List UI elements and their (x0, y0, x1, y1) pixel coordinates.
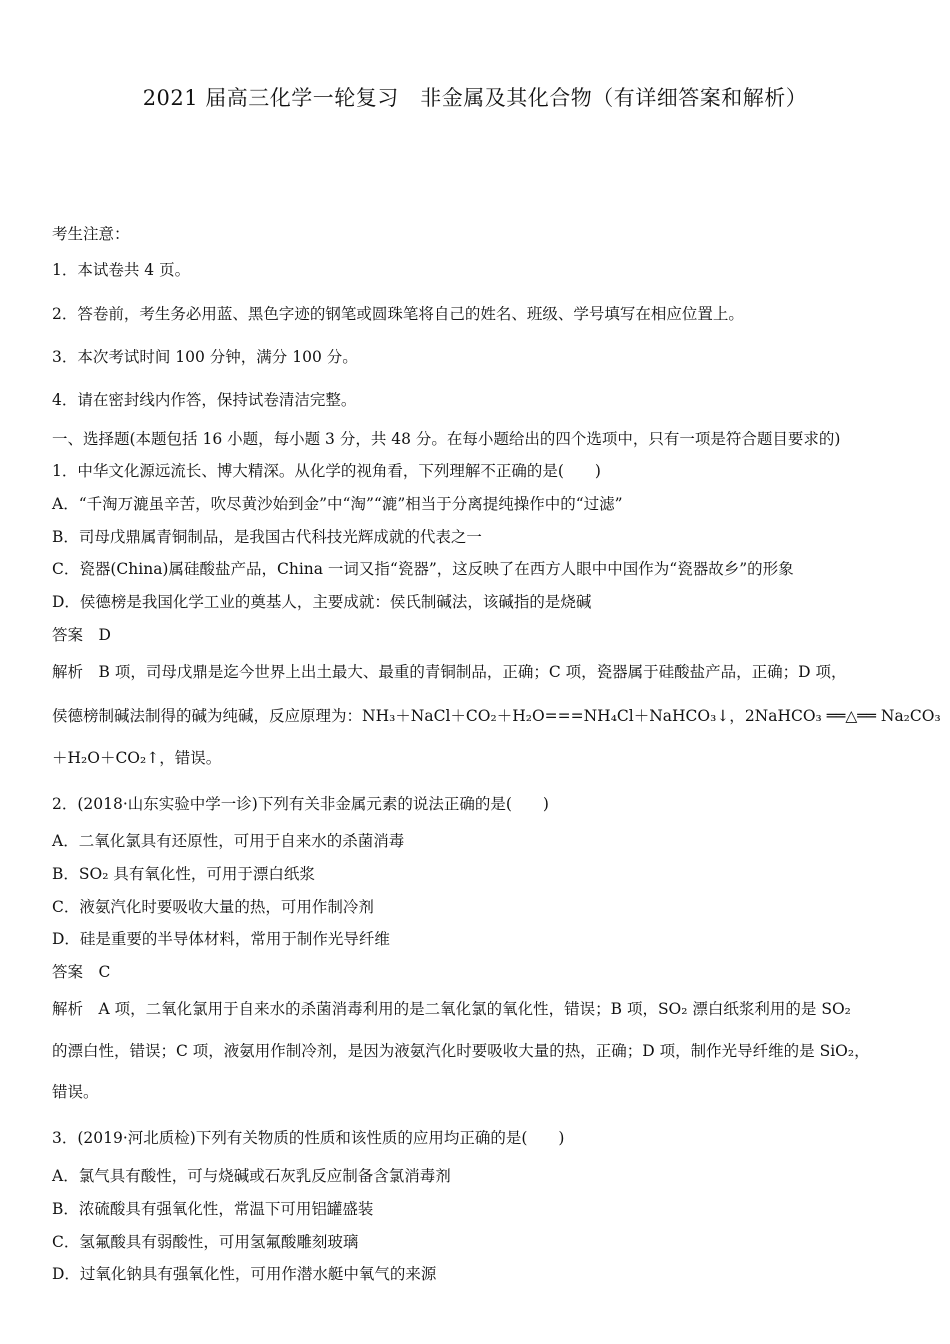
document-title: 2021 届高三化学一轮复习 非金属及其化合物（有详细答案和解析） (142, 86, 808, 110)
q3-stem: 3．(2019·河北质检)下列有关物质的性质和该性质的应用均正确的是( ) (52, 1129, 565, 1147)
q2-option-d: D．硅是重要的半导体材料，常用于制作光导纤维 (52, 930, 390, 948)
notice-item-2: 2．答卷前，考生务必用蓝、黑色字迹的钢笔或圆珠笔将自己的姓名、班级、学号填写在相应位置上。 (52, 305, 744, 323)
q1-analysis-line-2 (52, 704, 941, 726)
q3-option-d: D．过氧化钠具有强氧化性，可用作潜水艇中氧气的来源 (52, 1265, 437, 1283)
q1-option-b: B．司母戊鼎属青铜制品，是我国古代科技光辉成就的代表之一 (52, 528, 482, 546)
q3-option-c: C．氢氟酸具有弱酸性，可用氢氟酸雕刻玻璃 (52, 1233, 359, 1251)
q1-analysis-line-3: ＋H₂O＋CO₂↑，错误。 (52, 749, 222, 767)
q1-option-a: A．“千淘万漉虽辛苦，吹尽黄沙始到金”中“淘”“漉”相当于分离提纯操作中的“过滤” (52, 495, 623, 513)
q1-answer: 答案 D (52, 626, 111, 644)
q1-equation-2: 2NaHCO₃ ══△══ Na₂CO₃ (744, 707, 941, 725)
q2-stem: 2．(2018·山东实验中学一诊)下列有关非金属元素的说法正确的是( ) (52, 795, 549, 813)
q2-answer: 答案 C (52, 963, 111, 981)
notice-item-1: 1．本试卷共 4 页。 (52, 261, 191, 279)
q1-equation-1: NH₃＋NaCl＋CO₂＋H₂O===NH₄Cl＋NaHCO₃↓， (362, 707, 745, 725)
q1-option-c: C．瓷器(China)属硅酸盐产品，China 一词又指“瓷器”，这反映了在西方人眼中中国作为“瓷器故乡”的形象 (52, 560, 794, 578)
notice-item-4: 4．请在密封线内作答，保持试卷清洁完整。 (52, 391, 357, 409)
q2-option-b: B．SO₂ 具有氧化性，可用于漂白纸浆 (52, 865, 315, 883)
notice-heading: 考生注意： (52, 225, 130, 243)
q1-stem: 1．中华文化源远流长、博大精深。从化学的视角看，下列理解不正确的是( ) (52, 462, 601, 480)
q2-option-c: C．液氨汽化时要吸收大量的热，可用作制冷剂 (52, 898, 374, 916)
q1-analysis-text: 侯德榜制碱法制得的碱为纯碱，反应原理为： (52, 707, 363, 725)
q3-option-b: B．浓硫酸具有强氧化性，常温下可用铝罐盛装 (52, 1200, 374, 1218)
q2-analysis-line-2: 的漂白性，错误；C 项，液氨用作制冷剂，是因为液氨汽化时要吸收大量的热，正确；D 项，制作光导纤维的是 SiO₂， (52, 1042, 870, 1060)
section-heading: 一、选择题(本题包括 16 小题，每小题 3 分，共 48 分。在每小题给出的四个选项中，只有一项是符合题目要求的) (52, 430, 841, 448)
notice-item-3: 3．本次考试时间 100 分钟，满分 100 分。 (52, 348, 358, 366)
q2-analysis-line-1: 解析 A 项，二氧化氯用于自来水的杀菌消毒利用的是二氧化氯的氧化性，错误；B 项，SO₂ 漂白纸浆利用的是 SO₂ (52, 1000, 851, 1018)
q3-option-a: A．氯气具有酸性，可与烧碱或石灰乳反应制备含氯消毒剂 (52, 1167, 451, 1185)
q2-analysis-line-3: 错误。 (52, 1083, 99, 1101)
q1-analysis-line-1: 解析 B 项，司母戊鼎是迄今世界上出土最大、最重的青铜制品，正确；C 项，瓷器属于硅酸盐产品，正确；D 项， (52, 663, 847, 681)
q1-option-d: D．侯德榜是我国化学工业的奠基人，主要成就：侯氏制碱法，该碱指的是烧碱 (52, 593, 592, 611)
q2-option-a: A．二氧化氯具有还原性，可用于自来水的杀菌消毒 (52, 832, 405, 850)
